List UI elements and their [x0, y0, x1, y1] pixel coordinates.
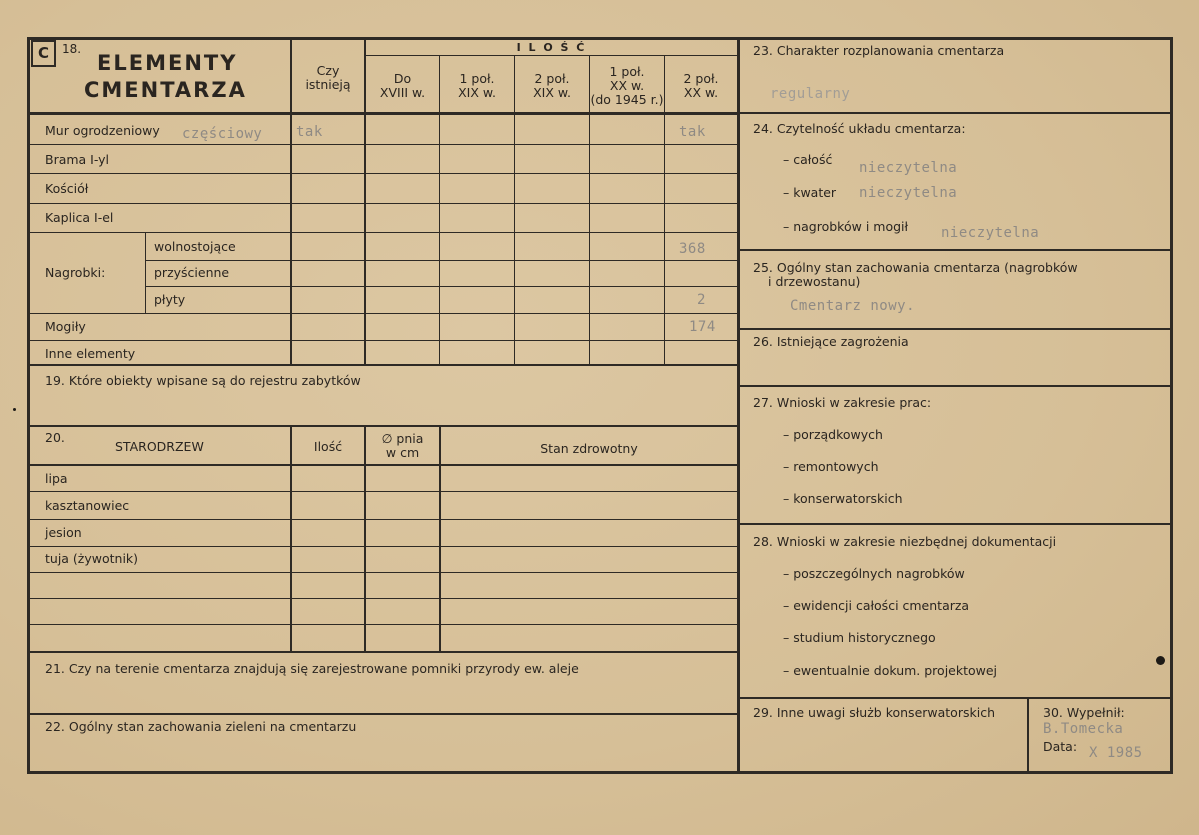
row-mur: Mur ogrodzeniowy	[45, 123, 160, 138]
col-2pol-xx: 2 poł. XX w.	[683, 71, 719, 100]
tree-lipa: lipa	[45, 471, 68, 486]
row-brama: Brama I-yl	[45, 152, 110, 167]
section-21-label: 21. Czy na terenie cmentarza znajdują się zarejestrowane pomniki przyrody ew. aleje	[45, 661, 579, 676]
row-kaplica: Kaplica I-el	[45, 210, 114, 225]
section-23-value: regularny	[770, 86, 851, 102]
s28-item-3: – studium historycznego	[783, 630, 936, 645]
frame-right	[1170, 37, 1173, 774]
row-nagrobki: Nagrobki:	[45, 265, 106, 280]
section-18-number: 18.	[62, 42, 82, 56]
s24-kwater-label: – kwater	[783, 185, 837, 200]
frame-top	[27, 37, 1173, 40]
section-27-label: 27. Wnioski w zakresie prac:	[753, 395, 932, 410]
section-18-title-line1: ELEMENTY	[97, 51, 238, 75]
tree-jesion: jesion	[45, 525, 82, 540]
section-26-label: 26. Istniejące zagrożenia	[753, 334, 909, 349]
frame-bottom	[27, 771, 1173, 774]
plyty-2xx-value: 2	[697, 292, 706, 308]
section-20-number: 20.	[45, 430, 65, 445]
s24-kwater-value: nieczytelna	[859, 185, 958, 201]
tree-col-diameter: ∅ pnia w cm	[381, 431, 424, 460]
col-1pol-xx: 1 poł. XX w. (do 1945 r.)	[590, 64, 664, 107]
s24-nagrobkow-value: nieczytelna	[941, 225, 1040, 241]
ink-blot	[1156, 656, 1165, 665]
section-19-label: 19. Które obiekty wpisane są do rejestru zabytków	[45, 373, 361, 388]
col-exists-header: Czy istnieją	[305, 63, 351, 92]
s28-item-4: – ewentualnie dokum. projektowej	[783, 663, 998, 678]
section-25-label-2: i drzewostanu)	[768, 274, 861, 289]
tree-tuja: tuja (żywotnik)	[45, 551, 139, 566]
row-kosciol: Kościół	[45, 181, 89, 196]
ink-dot	[13, 408, 16, 411]
frame-left	[27, 37, 30, 774]
section-24-label: 24. Czytelność układu cmentarza:	[753, 121, 966, 136]
section-23-label: 23. Charakter rozplanowania cmentarza	[753, 43, 1005, 58]
s24-calosc-value: nieczytelna	[859, 160, 958, 176]
row-plyty: płyty	[154, 292, 186, 307]
row-przyscienne: przyścienne	[154, 265, 230, 280]
section-30-name: B.Tomecka	[1043, 721, 1124, 737]
s28-item-1: – poszczególnych nagrobków	[783, 566, 965, 581]
col-do-xviii: Do XVIII w.	[379, 71, 426, 100]
mur-2xx-value: tak	[679, 124, 706, 140]
row-mogily: Mogiły	[45, 319, 86, 334]
mogily-2xx-value: 174	[689, 319, 716, 335]
tree-kasztanowiec: kasztanowiec	[45, 498, 130, 513]
col-2pol-xix: 2 poł. XIX w.	[533, 71, 571, 100]
section-29-label: 29. Inne uwagi służb konserwatorskich	[753, 705, 995, 720]
column-divider	[737, 37, 740, 774]
section-30-date-label: Data:	[1043, 739, 1078, 754]
s28-item-2: – ewidencji całości cmentarza	[783, 598, 970, 613]
section-28-label: 28. Wnioski w zakresie niezbędnej dokumentacji	[753, 534, 1057, 549]
section-25-label-1: 25. Ogólny stan zachowania cmentarza (nagrobków	[753, 260, 1078, 275]
row-inne: Inne elementy	[45, 346, 136, 361]
tree-col-health: Stan zdrowotny	[540, 441, 638, 456]
section-20-title: STARODRZEW	[115, 439, 204, 454]
s24-calosc-label: – całość	[783, 152, 833, 167]
s27-item-2: – remontowych	[783, 459, 879, 474]
s24-nagrobkow-label: – nagrobków i mogił	[783, 219, 909, 234]
section-30-date-value: X 1985	[1089, 745, 1143, 761]
col-1pol-xix: 1 poł. XIX w.	[458, 71, 496, 100]
tree-col-qty: Ilość	[313, 439, 343, 454]
section-letter-box: C	[31, 40, 56, 67]
ilosc-header: I L O Ś Ć	[516, 41, 587, 54]
s27-item-3: – konserwatorskich	[783, 491, 903, 506]
section-30-label: 30. Wypełnił:	[1043, 705, 1125, 720]
section-25-value: Cmentarz nowy.	[790, 298, 916, 314]
mur-note-value: częściowy	[182, 126, 263, 142]
section-22-label: 22. Ogólny stan zachowania zieleni na cmentarzu	[45, 719, 357, 734]
s27-item-1: – porządkowych	[783, 427, 883, 442]
mur-exists-value: tak	[296, 124, 323, 140]
section-18-title-line2: CMENTARZA	[84, 78, 247, 102]
wolno-2xx-value: 368	[679, 241, 706, 257]
row-wolnostojace: wolnostojące	[154, 239, 236, 254]
